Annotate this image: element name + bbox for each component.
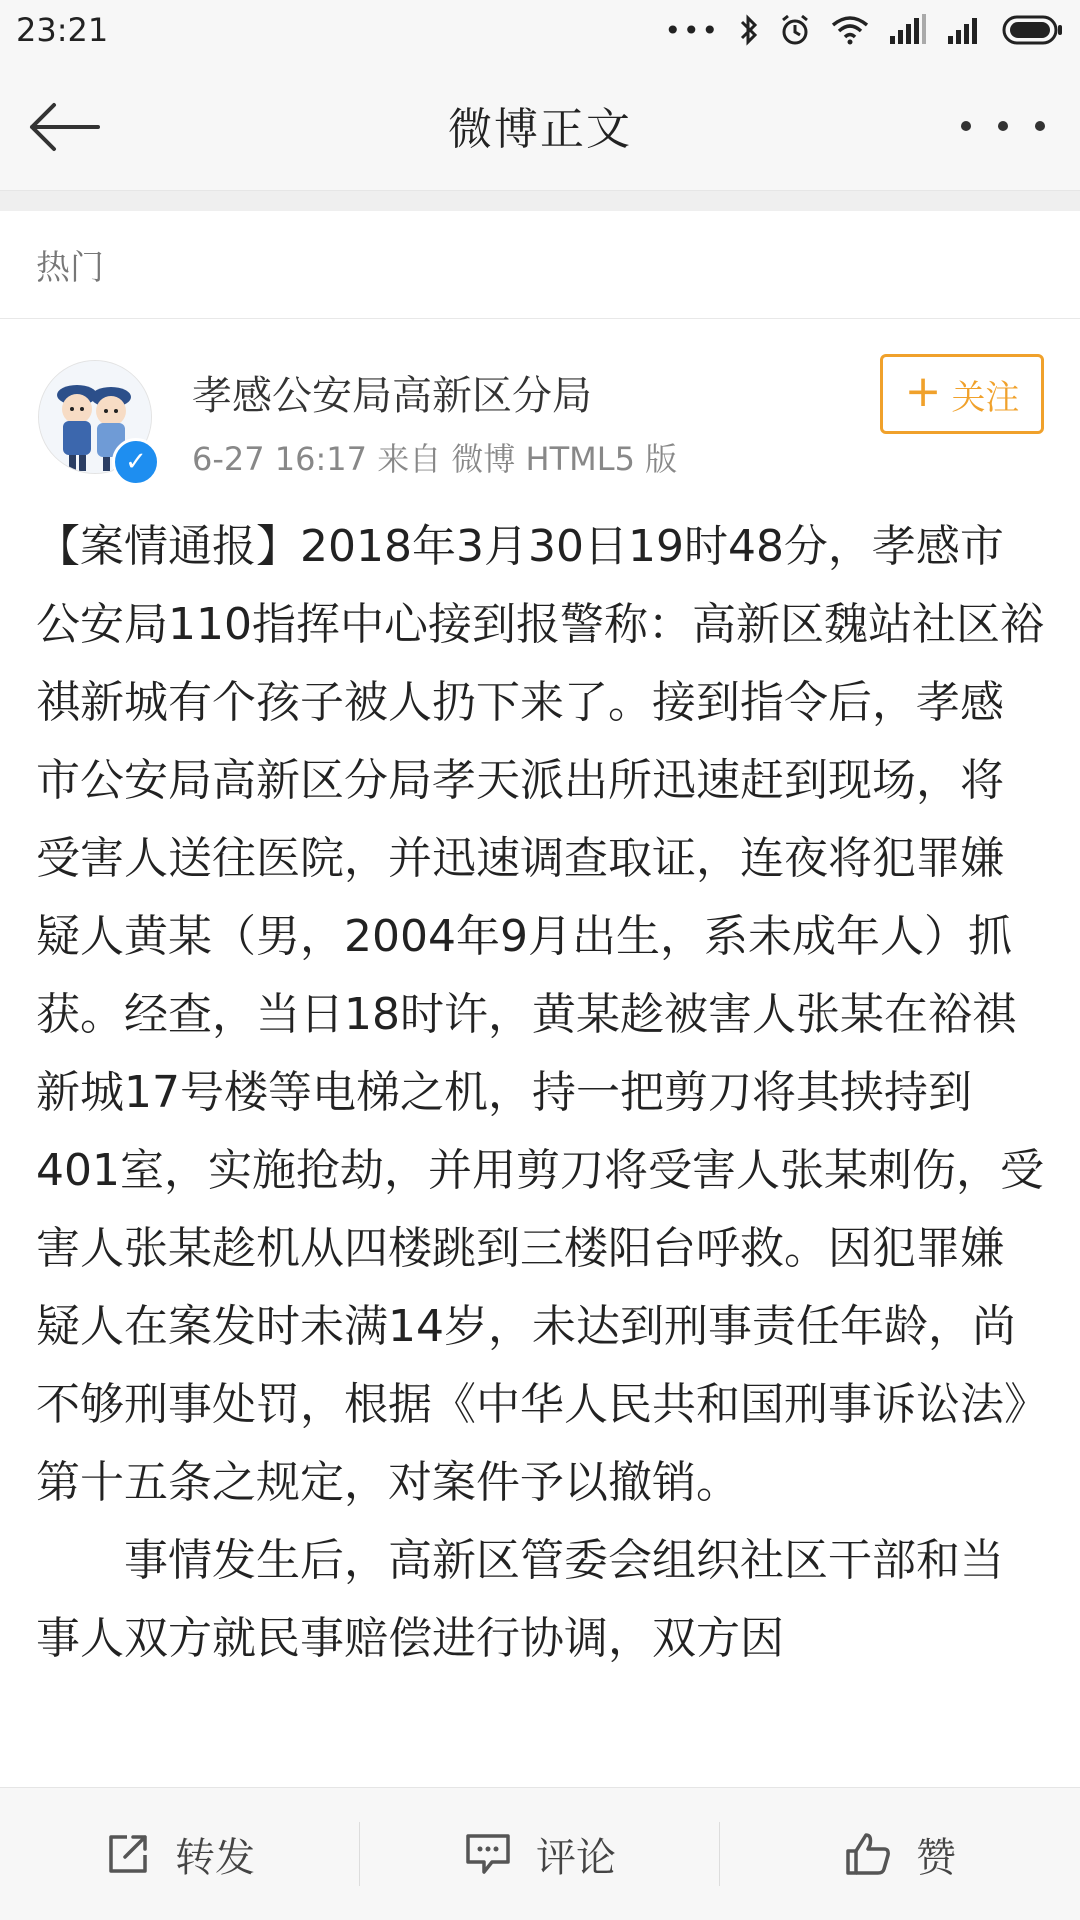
status-dots: ••• — [664, 13, 720, 47]
hot-section-header — [0, 211, 1080, 319]
hot-label: 热门 — [36, 248, 104, 288]
bluetooth-icon — [738, 13, 760, 47]
follow-button[interactable] — [880, 354, 1044, 434]
verified-icon: ✓ — [112, 438, 160, 486]
status-icons — [664, 13, 1064, 47]
status-bar — [0, 0, 1080, 60]
like-label: 赞 — [916, 1834, 956, 1881]
post-paragraph: 【案情通报】2018年3月30日19时48分，孝感市公安局110指挥中心接到报警称：高新区魏站社区裕祺新城有个孩子被人扔下来了。接到指令后，孝感市公安局高新区分局孝天派出所迅速赶到现场，将受害人送往医院，并迅速调查取证，连夜将犯罪嫌疑人黄某（男，2004年9月出生，系未成年人）抓获。经查，当日18时许，黄某趁被害人张某在裕祺新城17号楼等电梯之机，持一把剪刀将其挟持到401室，实施抢劫，并用剪刀将受害人张某刺伤，受害人张某趁机从四楼跳到三楼阳台呼救。因犯罪嫌疑人在案发时未满14岁，未达到刑事责任年龄，尚不够刑事处罚，根据《中华人民共和国刑事诉讼法》第十五条之规定，对案件予以撤销。 — [36, 521, 1044, 1508]
more-button[interactable] — [948, 96, 1058, 156]
comment-label: 评论 — [536, 1834, 616, 1881]
back-button[interactable] — [26, 92, 106, 162]
back-arrow-icon — [26, 102, 100, 152]
more-icon — [958, 119, 1048, 133]
title-bar — [0, 60, 1080, 191]
like-icon — [844, 1831, 892, 1877]
post-meta: 6-27 16:17 来自 微博 HTML5 版 — [192, 440, 678, 478]
section-gap — [0, 191, 1080, 211]
battery-icon — [1002, 14, 1064, 46]
post-body — [36, 508, 1046, 1678]
follow-label: 关注 — [951, 377, 1020, 418]
comment-button[interactable] — [360, 1788, 720, 1920]
alarm-icon — [778, 13, 812, 47]
like-button[interactable] — [720, 1788, 1080, 1920]
plus-icon: + — [904, 366, 942, 417]
post-paragraph: 事情发生后，高新区管委会组织社区干部和当事人双方就民事赔偿进行协调，双方因 — [36, 1535, 1004, 1664]
page-title: 微博正文 — [448, 104, 632, 155]
status-time: 23:21 — [16, 11, 109, 49]
repost-icon — [105, 1831, 151, 1877]
wifi-icon — [830, 14, 870, 46]
author-name[interactable]: 孝感公安局高新区分局 — [192, 373, 592, 419]
repost-button[interactable] — [0, 1788, 360, 1920]
action-bar — [0, 1787, 1080, 1920]
signal-icon-2 — [946, 14, 984, 46]
comment-icon — [464, 1832, 512, 1876]
post-header — [0, 350, 1080, 490]
repost-label: 转发 — [175, 1834, 255, 1881]
signal-icon — [888, 14, 928, 46]
